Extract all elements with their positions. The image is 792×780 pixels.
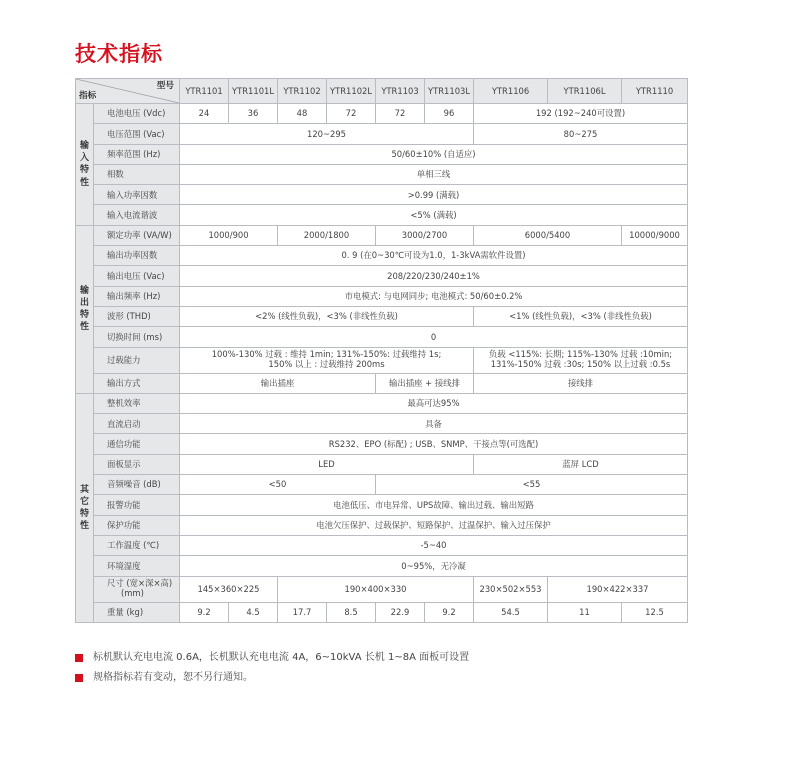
cell: 电池欠压保护、过载保护、短路保护、过温保护、输入过压保护 [180,515,688,535]
cell: <2% (线性负载)，<3% (非线性负载) [180,306,474,326]
cell: 208/220/230/240±1% [180,266,688,286]
cell: 11 [548,602,622,622]
table-row [76,556,688,576]
cell: 市电模式: 与电网同步; 电池模式: 50/60±0.2% [180,286,688,306]
cell: 80~275 [474,124,688,144]
row-label: 波形 (THD) [94,306,180,326]
row-label: 输出频率 (Hz) [94,286,180,306]
overload-line: 100%-130% 过载 : 维持 1min; 131%-150%: 过载维持 1s; [211,349,442,360]
cell: <55 [376,475,688,495]
cell: LED [180,454,474,474]
index-label: 指标 [79,91,97,102]
model-header: YTR1106 [474,79,548,104]
cell: 12.5 [622,602,688,622]
row-label [94,576,180,602]
cell: 22.9 [376,602,425,622]
cell: 48 [278,104,327,124]
cell: 最高可达95% [180,393,688,413]
cell: 24 [180,104,229,124]
cell: 1000/900 [180,225,278,245]
cell: 120~295 [180,124,474,144]
cell: 72 [327,104,376,124]
row-label: 环境湿度 [94,556,180,576]
table-row [76,576,688,602]
model-header: YTR1101L [229,79,278,104]
cell: 输出插座 [180,373,376,393]
row-label: 过载能力 [94,347,180,373]
cell: 230×502×553 [474,576,548,602]
table-row [76,144,688,164]
table-row [76,185,688,205]
row-label: 整机效率 [94,393,180,413]
row-label: 输入电流谐波 [94,205,180,225]
table-row [76,414,688,434]
row-label: 直流启动 [94,414,180,434]
model-header: YTR1106L [548,79,622,104]
cell: 192 (192~240可设置) [474,104,688,124]
cell: 72 [376,104,425,124]
cell: <50 [180,475,376,495]
table-row [76,246,688,266]
cell: 9.2 [180,602,229,622]
table-row [76,602,688,622]
row-label: 重量 (kg) [94,602,180,622]
cell: 3000/2700 [376,225,474,245]
cell: 输出插座 + 接线排 [376,373,474,393]
spec-table [75,78,688,623]
row-label: 工作温度 (℃) [94,535,180,555]
row-label: 输出电压 (Vac) [94,266,180,286]
row-label: 电池电压 (Vdc) [94,104,180,124]
model-header: YTR1110 [622,79,688,104]
cell: 50/60±10% (自适应) [180,144,688,164]
cell: <5% (满载) [180,205,688,225]
cell: >0.99 (满载) [180,185,688,205]
table-row [76,306,688,326]
row-label: 音频噪音 (dB) [94,475,180,495]
cell: 接线排 [474,373,688,393]
table-row [76,373,688,393]
cell: 10000/9000 [622,225,688,245]
table-row [76,104,688,124]
note-text: 标机默认充电电流 0.6A，长机默认充电电流 4A，6~10kVA 长机 1~8A 面板可设置 [93,652,470,663]
size-label-line: 尺寸 (宽×深×高) [107,578,173,589]
table-row [76,393,688,413]
model-header: YTR1102 [278,79,327,104]
table-row [76,266,688,286]
row-label: 相数 [94,164,180,184]
cell: 96 [425,104,474,124]
square-bullet-icon [75,674,83,682]
cell: 单相三线 [180,164,688,184]
row-label: 输入功率因数 [94,185,180,205]
table-row [76,515,688,535]
row-label: 切换时间 (ms) [94,327,180,347]
table-row [76,205,688,225]
cell: 8.5 [327,602,376,622]
model-header: YTR1102L [327,79,376,104]
cell: 具备 [180,414,688,434]
size-label-line: (mm) [121,588,144,599]
table-row [76,327,688,347]
overload-line: 131%-150% 过载 :30s; 150% 以上过载 :0.5s [490,359,671,370]
table-row [76,454,688,474]
cell [180,347,474,373]
cell: 190×422×337 [548,576,688,602]
cell: 145×360×225 [180,576,278,602]
cell: 0~95%，无冷凝 [180,556,688,576]
table-row [76,495,688,515]
model-header: YTR1103L [425,79,474,104]
cell: 4.5 [229,602,278,622]
cell [474,347,688,373]
table-row [76,225,688,245]
row-label: 报警功能 [94,495,180,515]
row-label: 保护功能 [94,515,180,535]
section-other: 其 它 特 性 [76,393,94,622]
table-row [76,475,688,495]
cell: 电池低压、市电异常、UPS故障、输出过载、输出短路 [180,495,688,515]
table-row [76,124,688,144]
row-label: 输出功率因数 [94,246,180,266]
note-text: 规格指标若有变动，恕不另行通知。 [93,672,253,683]
cell: 36 [229,104,278,124]
cell: 17.7 [278,602,327,622]
cell: 54.5 [474,602,548,622]
cell: 0 [180,327,688,347]
cell: 190×400×330 [278,576,474,602]
header-row [76,79,688,104]
overload-line: 负载 <115%: 长期; 115%-130% 过载 :10min; [488,349,673,360]
corner-cell [76,79,180,104]
overload-line: 150% 以上 : 过载维持 200ms [268,359,385,370]
note-item [75,668,469,688]
note-item [75,648,469,668]
section-output: 输 出 特 性 [76,225,94,393]
cell: 6000/5400 [474,225,622,245]
cell: <1% (线性负载)，<3% (非线性负载) [474,306,688,326]
square-bullet-icon [75,654,83,662]
row-label: 额定功率 (VA/W) [94,225,180,245]
model-label: 型号 [156,81,174,91]
cell: 9.2 [425,602,474,622]
table-row [76,535,688,555]
notes [75,648,469,688]
table-row [76,434,688,454]
row-label: 频率范围 (Hz) [94,144,180,164]
row-label: 电压范围 (Vac) [94,124,180,144]
section-input: 输 入 特 性 [76,104,94,226]
row-label: 面板显示 [94,454,180,474]
table-row [76,347,688,373]
cell: 0. 9 (在0~30℃可设为1.0，1-3kVA需软件设置) [180,246,688,266]
row-label: 输出方式 [94,373,180,393]
model-header: YTR1101 [180,79,229,104]
cell: -5~40 [180,535,688,555]
row-label: 通信功能 [94,434,180,454]
cell: RS232、EPO (标配) ; USB、SNMP、干接点等(可选配) [180,434,688,454]
table-row [76,286,688,306]
cell: 蓝屏 LCD [474,454,688,474]
table-row [76,164,688,184]
cell: 2000/1800 [278,225,376,245]
model-header: YTR1103 [376,79,425,104]
page-title: 技术指标 [75,42,163,66]
